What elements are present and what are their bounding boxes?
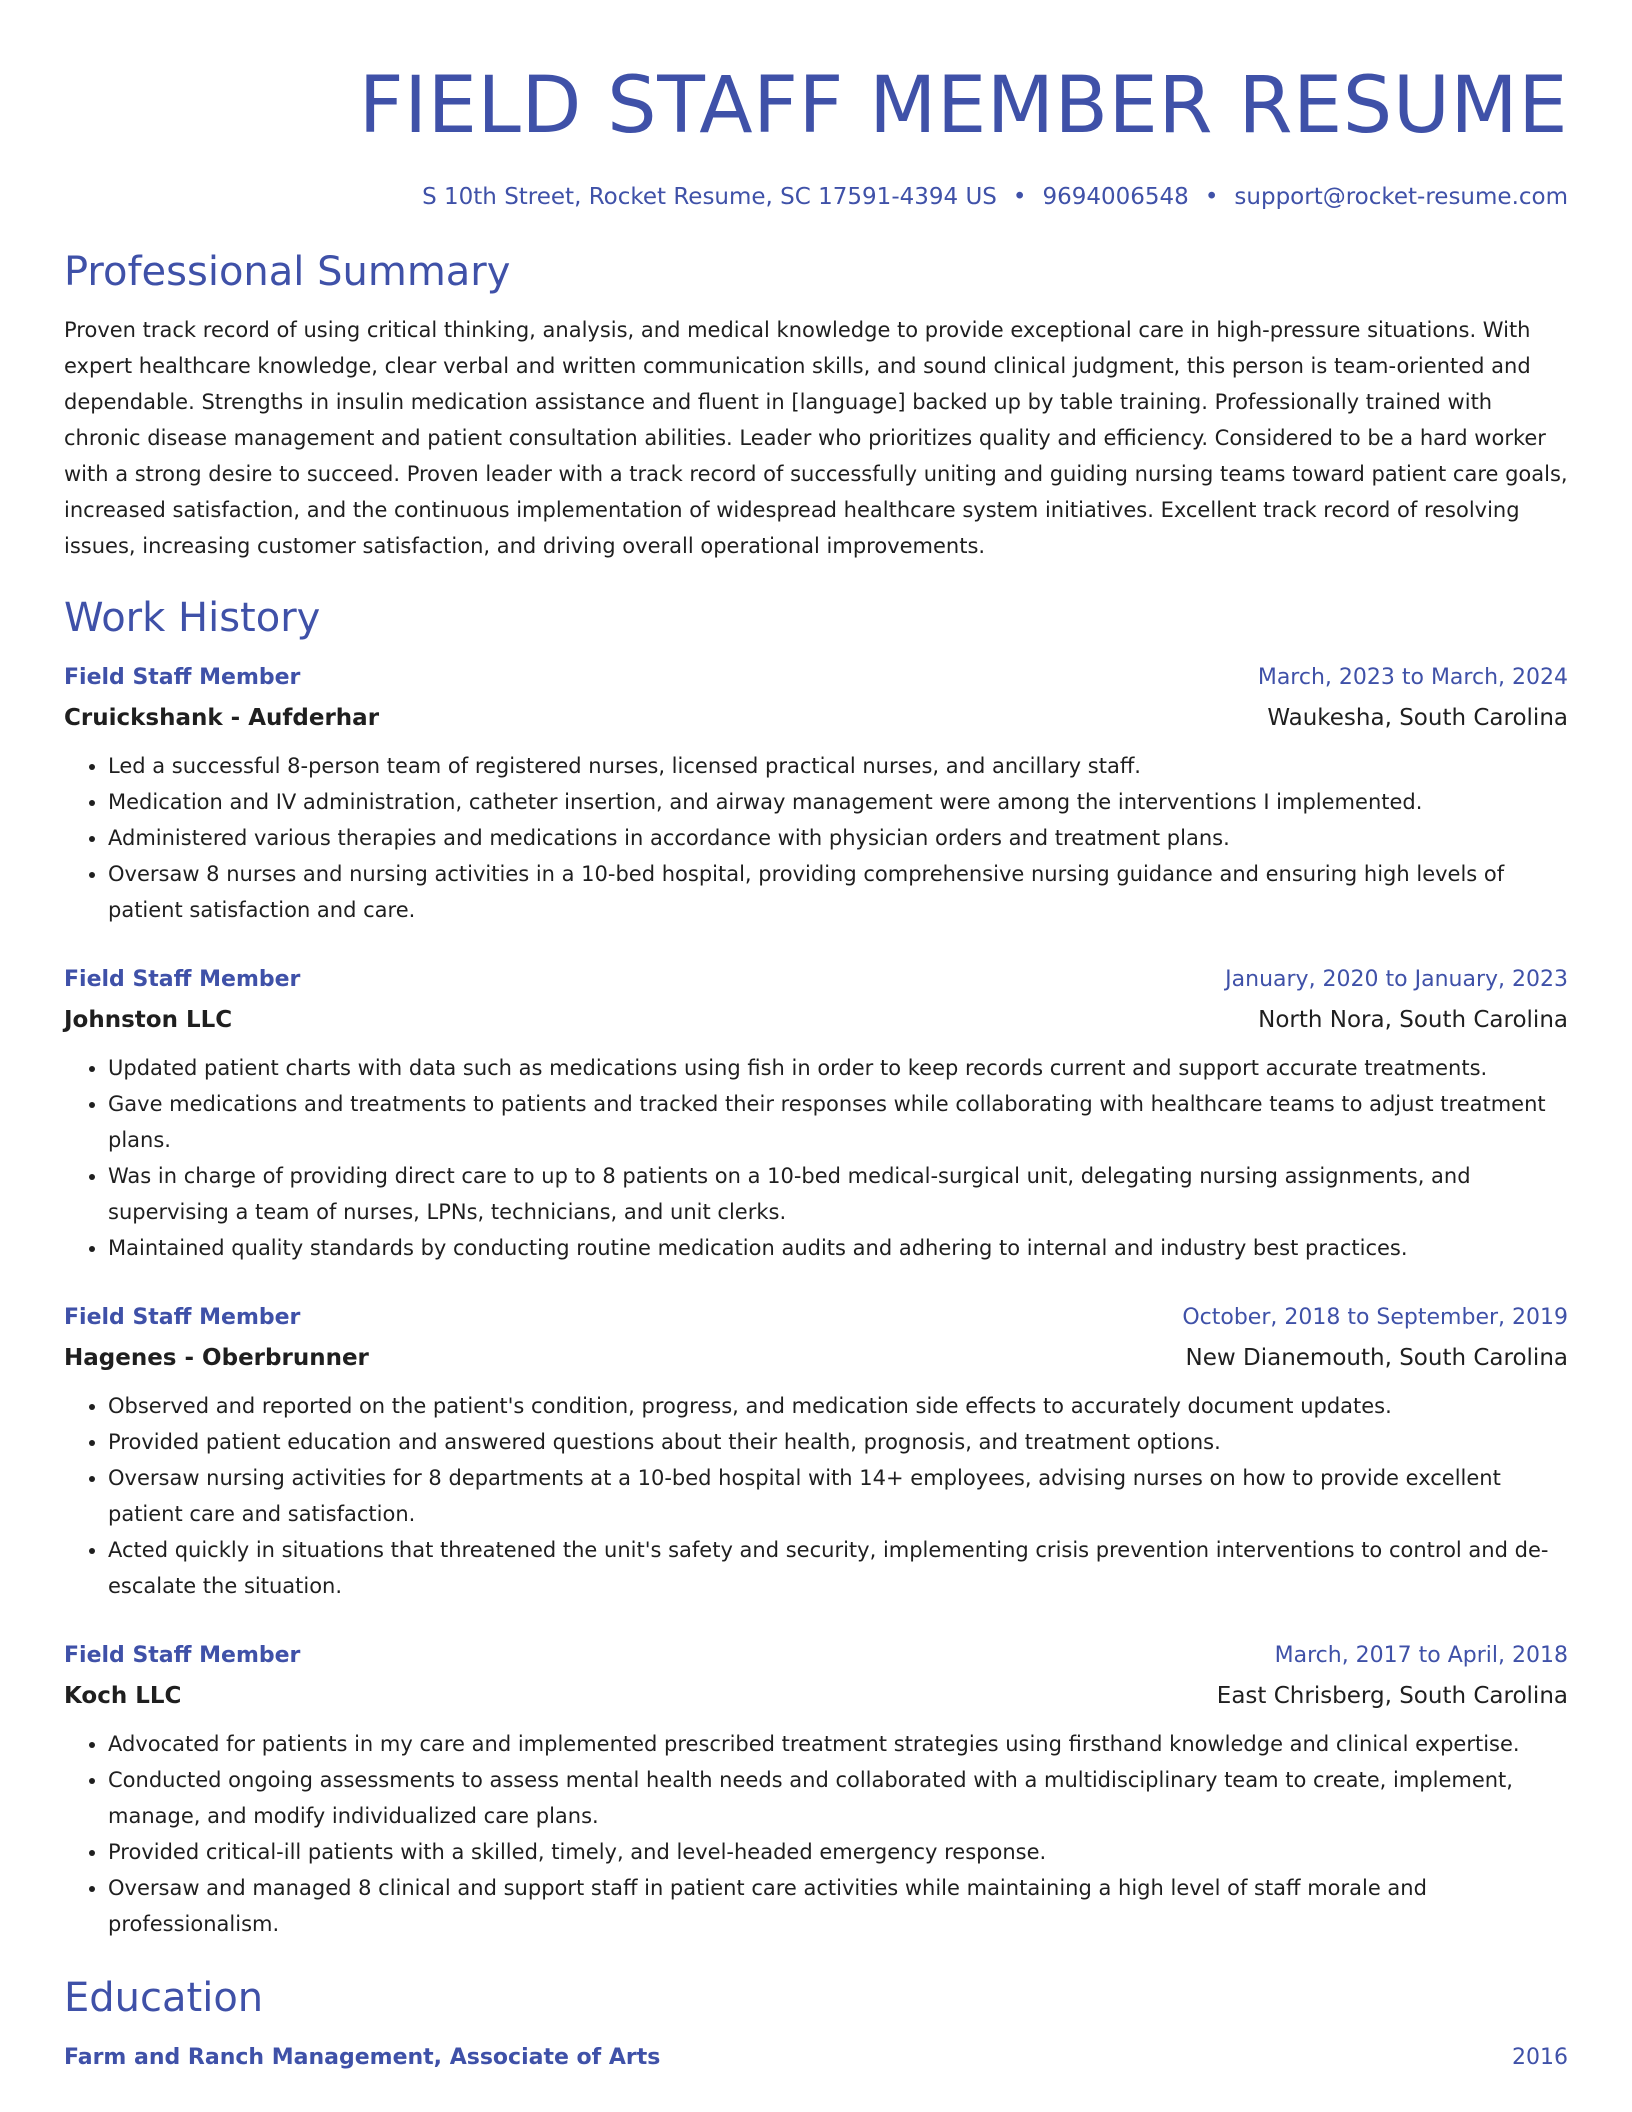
education-heading: Education (64, 1975, 264, 2021)
job-entry (64, 1636, 1568, 1942)
job-bullets (64, 748, 1568, 928)
job-company-row (64, 1000, 1568, 1040)
resume-title: FIELD STAFF MEMBER RESUME (358, 61, 1568, 151)
job-bullet: • Provided critical-ill patients with a skilled, timely, and level-headed emergency response. (108, 1834, 1568, 1870)
job-bullet: • Oversaw 8 nurses and nursing activities in a 10-bed hospital, providing comprehensive nursing guidance and ensuring high levels of patient satisfaction and care. (108, 856, 1568, 928)
job-company: Hagenes - Oberbrunner (64, 1345, 369, 1371)
job-entry (64, 658, 1568, 928)
job-header-row (64, 1636, 1568, 1676)
job-company-row (64, 1338, 1568, 1378)
job-role: Field Staff Member (64, 1643, 301, 1668)
job-bullets (64, 1388, 1568, 1604)
job-bullet: • Conducted ongoing assessments to assess mental health needs and collaborated with a multidisciplinary team to create, implement, manage, and modify individualized care plans. (108, 1762, 1568, 1834)
job-bullet: • Maintained quality standards by conducting routine medication audits and adhering to internal and industry best practices. (108, 1230, 1568, 1266)
job-role: Field Staff Member (64, 1305, 301, 1330)
job-bullet: • Observed and reported on the patient's condition, progress, and medication side effects to accurately document updates. (108, 1388, 1568, 1424)
job-company: Johnston LLC (64, 1007, 233, 1033)
job-bullet: • Medication and IV administration, catheter insertion, and airway management were among the interventions I implemented. (108, 784, 1568, 820)
job-company: Koch LLC (64, 1683, 182, 1709)
job-bullets (64, 1726, 1568, 1942)
job-bullet: • Acted quickly in situations that threatened the unit's safety and security, implementing crisis prevention interventions to control and de-escalate the situation. (108, 1532, 1568, 1604)
job-bullet: • Provided patient education and answered questions about their health, prognosis, and treatment options. (108, 1424, 1568, 1460)
job-bullet: • Was in charge of providing direct care to up to 8 patients on a 10-bed medical-surgical unit, delegating nursing assignments, and supervising a team of nurses, LPNs, technicians, and unit clerks. (108, 1158, 1568, 1230)
job-bullet: • Administered various therapies and medications in accordance with physician orders and treatment plans. (108, 820, 1568, 856)
job-entry (64, 1298, 1568, 1604)
job-bullet: • Oversaw and managed 8 clinical and support staff in patient care activities while maintaining a high level of staff morale and professionalism. (108, 1870, 1568, 1942)
job-dates: January, 2020 to January, 2023 (1225, 967, 1568, 992)
contact-separator: • (1012, 184, 1027, 210)
job-role: Field Staff Member (64, 967, 301, 992)
job-header-row (64, 658, 1568, 698)
job-company: Cruickshank - Aufderhar (64, 705, 380, 731)
contact-email: support@rocket-resume.com (1234, 184, 1568, 210)
resume-page (64, 0, 1568, 2078)
job-bullet: • Updated patient charts with data such as medications using fish in order to keep records current and support accurate treatments. (108, 1050, 1568, 1086)
job-bullet: • Gave medications and treatments to patients and tracked their responses while collaborating with healthcare teams to adjust treatment plans. (108, 1086, 1568, 1158)
work-history-heading: Work History (64, 595, 321, 641)
job-bullets (64, 1050, 1568, 1266)
job-location: North Nora, South Carolina (1258, 1007, 1568, 1033)
job-company-row (64, 1676, 1568, 1716)
job-bullet: • Oversaw nursing activities for 8 departments at a 10-bed hospital with 14+ employees, advising nurses on how to provide excellent patient care and satisfaction. (108, 1460, 1568, 1532)
job-dates: October, 2018 to September, 2019 (1182, 1305, 1568, 1330)
summary-text: Proven track record of using critical thinking, analysis, and medical knowledge to provide exceptional care in high-pressure situations. With expert healthcare knowledge, clear verbal and written communication skills, and sound clinical judgment, this person is team-oriented and dependable. Strengths in insulin medication assistance and fluent in [language] backed up by table training. Professionally trained with chronic disease management and patient consultation abilities. Leader who prioritizes quality and efficiency. Considered to be a hard worker with a strong desire to succeed. Proven leader with a track record of successfully uniting and guiding nursing teams toward patient care goals, increased satisfaction, and the continuous implementation of widespread healthcare system initiatives. Excellent track record of resolving issues, increasing customer satisfaction, and driving overall operational improvements. (64, 318, 1568, 558)
contact-separator: • (1204, 184, 1219, 210)
job-bullet: • Advocated for patients in my care and implemented prescribed treatment strategies using firsthand knowledge and clinical expertise. (108, 1726, 1568, 1762)
job-header-row (64, 1298, 1568, 1338)
job-location: East Chrisberg, South Carolina (1216, 1683, 1568, 1709)
summary-heading: Professional Summary (64, 249, 511, 295)
job-company-row (64, 698, 1568, 738)
contact-line (64, 182, 1568, 212)
job-dates: March, 2023 to March, 2024 (1257, 665, 1568, 690)
job-entry (64, 960, 1568, 1266)
education-year: 2016 (1512, 2045, 1568, 2070)
job-header-row (64, 960, 1568, 1000)
education-degree: Farm and Ranch Management, Associate of Arts (64, 2045, 661, 2070)
job-dates: March, 2017 to April, 2018 (1274, 1643, 1568, 1668)
job-location: New Dianemouth, South Carolina (1185, 1345, 1568, 1371)
job-location: Waukesha, South Carolina (1267, 705, 1568, 731)
contact-address: S 10th Street, Rocket Resume, SC 17591-4394 US (422, 184, 997, 210)
education-row (64, 2038, 1568, 2078)
contact-phone: 9694006548 (1042, 184, 1189, 210)
job-bullet: • Led a successful 8-person team of registered nurses, licensed practical nurses, and ancillary staff. (108, 748, 1568, 784)
job-role: Field Staff Member (64, 665, 301, 690)
